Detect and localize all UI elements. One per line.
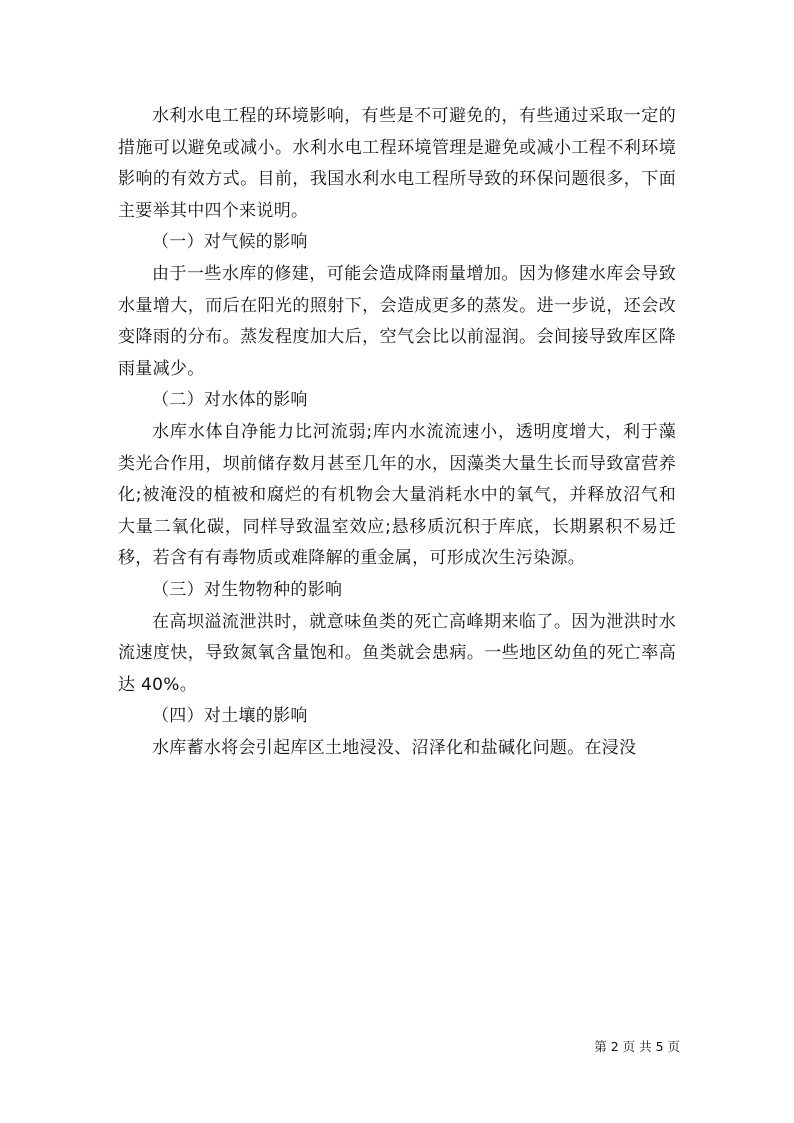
paragraph-soil: 水库蓄水将会引起库区土地浸没、沼泽化和盐碱化问题。在浸没 [152, 737, 637, 758]
paragraph-species: 在高坝溢流泄洪时，就意味鱼类的死亡高峰期来临了。因为泄洪时水流速度快，导致氮氧含量饱和。鱼类就会患病。一些地区幼鱼的死亡率高达 40%。 [118, 611, 676, 695]
paragraph-climate: 由于一些水库的修建，可能会造成降雨量增加。因为修建水库会导致水量增大，而后在阳光的照射下，会造成更多的蒸发。进一步说，还会改变降雨的分布。蒸发程度加大后，空气会比以前湿润。会间接导致库区降雨量减少。 [118, 263, 676, 379]
section-heading-species: （三）对生物物种的影响 [152, 579, 343, 600]
paragraph-water: 水库水体自净能力比河流弱;库内水流流速小，透明度增大，利于藻类光合作用，坝前储存数月甚至几年的水，因藻类大量生长而导致富营养化;被淹没的植被和腐烂的有机物会大量消耗水中的氧气，并释放沼气和大量二氧化碳，同样导致温室效应;悬移质沉积于库底，长期累积不易迁移，若含有有毒物质或难降解的重金属，可形成次生污染源。 [118, 421, 676, 569]
paragraph-intro: 水利水电工程的环境影响，有些是不可避免的，有些通过采取一定的措施可以避免或减小。水利水电工程环境管理是避免或减小工程不利环境影响的有效方式。目前，我国水利水电工程所导致的环保问题很多，下面主要举其中四个来说明。 [118, 106, 676, 221]
document-body [118, 101, 676, 1021]
page-number: 第 2 页 共 5 页 [594, 1039, 680, 1054]
section-heading-soil: （四）对土壤的影响 [152, 706, 308, 727]
section-heading-water: （二）对水体的影响 [152, 390, 308, 411]
section-heading-climate: （一）对气候的影响 [152, 232, 308, 253]
